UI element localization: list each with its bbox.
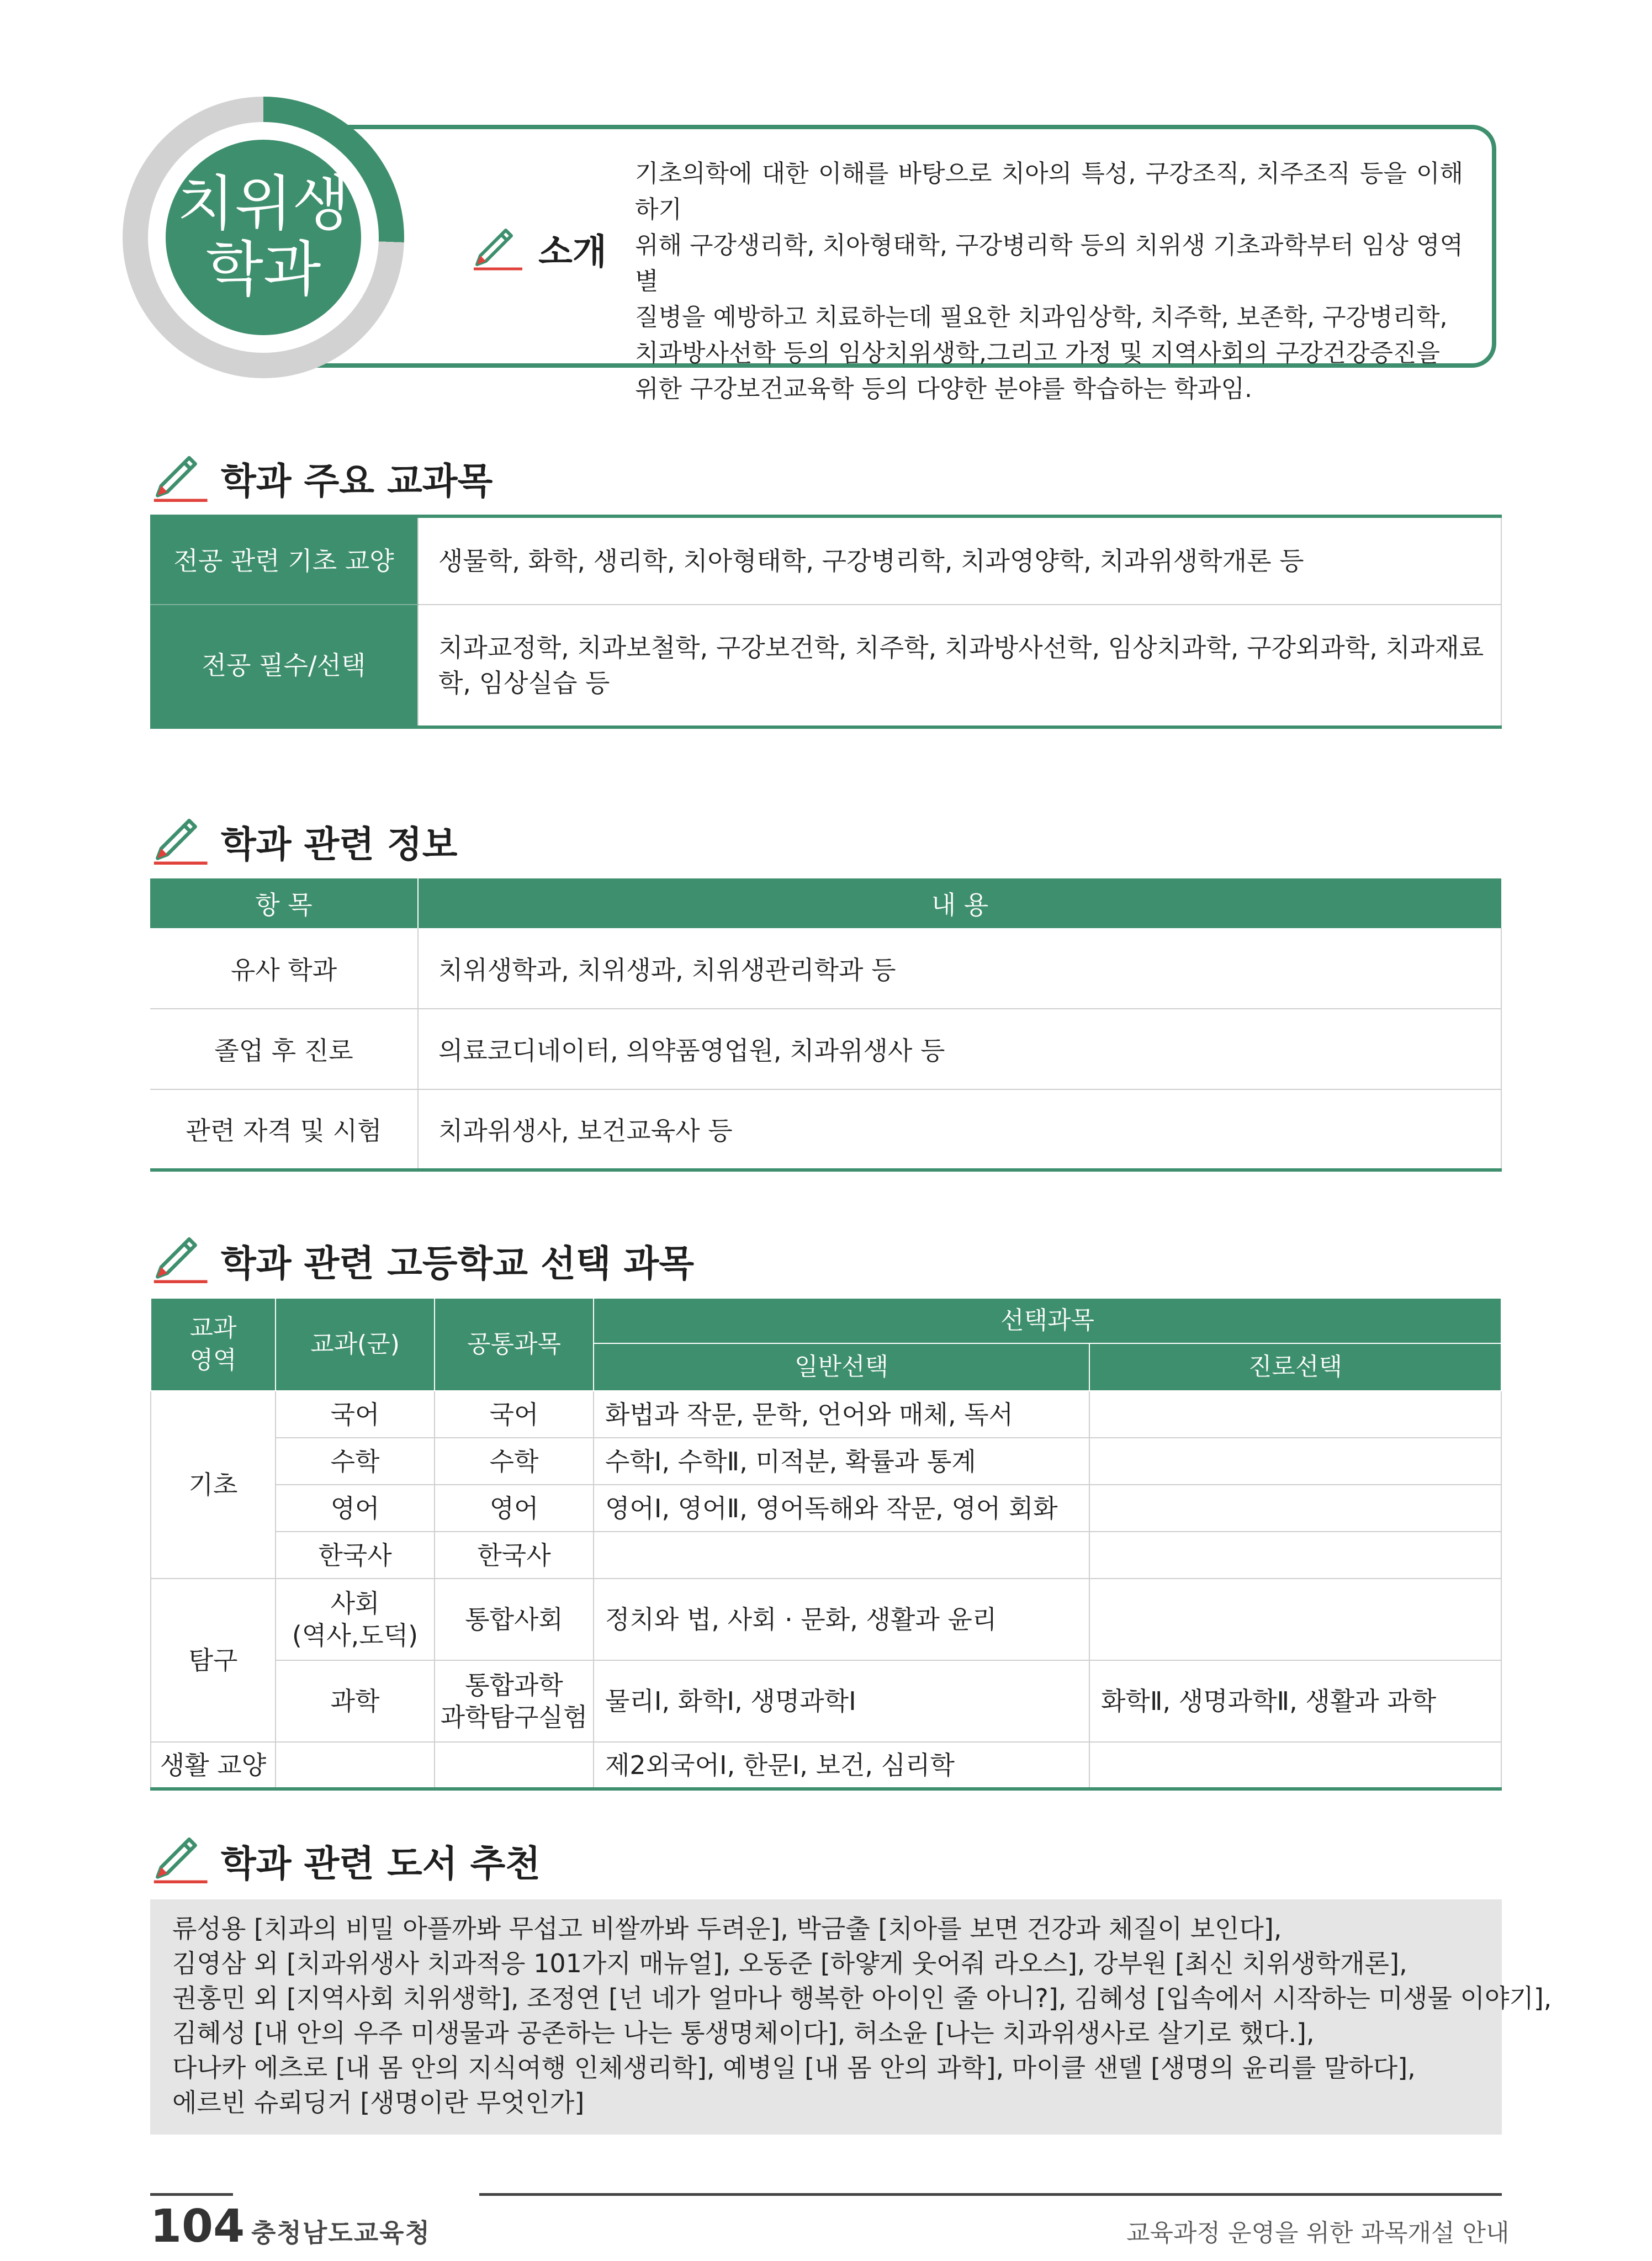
- table-cell-label: 관련 자격 및 시험: [150, 1089, 418, 1170]
- info-table: [150, 878, 1502, 1172]
- group-cell: 영어: [276, 1485, 435, 1532]
- general-cell: 수학Ⅰ, 수학Ⅱ, 미적분, 확률과 통계: [594, 1438, 1089, 1485]
- table-header-row: [150, 878, 1501, 928]
- department-title-line1: 치위생: [177, 170, 350, 239]
- career-cell: [1089, 1438, 1501, 1485]
- section-title-info: 학과 관련 정보: [221, 823, 458, 866]
- career-cell: [1089, 1742, 1501, 1789]
- table-row: [150, 1089, 1501, 1170]
- table-row: [151, 1485, 1501, 1532]
- pencil-icon: [149, 444, 210, 505]
- pencil-icon: [469, 218, 525, 273]
- book-line: 김혜성 [내 안의 우주 미생물과 공존하는 나는 통생명체이다], 허소윤 [나는 치과위생사로 살기로 했다.],: [172, 2018, 1315, 2048]
- table-cell-value: 의료코디네이터, 의약품영업원, 치과위생사 등: [418, 1009, 1501, 1089]
- table-row: [150, 928, 1501, 1009]
- general-cell: 화법과 작문, 문학, 언어와 매체, 독서: [594, 1391, 1089, 1438]
- common-cell: 통합사회: [435, 1579, 594, 1660]
- career-cell: [1089, 1579, 1501, 1660]
- common-cell: 한국사: [435, 1532, 594, 1579]
- footer-office: 충청남도교육청: [251, 2218, 431, 2248]
- table-row: [151, 1438, 1501, 1485]
- book-recommendations: [150, 1899, 1552, 2135]
- book-line: 김영삼 외 [치과위생사 치과적응 101가지 매뉴얼], 오동준 [하얗게 웃어줘 라오스], 강부원 [최신 치위생학개론],: [172, 1948, 1407, 1978]
- career-cell: [1089, 1532, 1501, 1579]
- intro-text: [635, 156, 1463, 407]
- pencil-icon: [149, 807, 210, 868]
- table-row: [150, 605, 1501, 727]
- book-line: 류성용 [치과의 비밀 아플까봐 무섭고 비쌀까봐 두려운], 박금출 [치아를 보면 건강과 체질이 보인다],: [172, 1914, 1282, 1944]
- book-line: 권홍민 외 [지역사회 치위생학], 조정연 [넌 네가 얼마나 행복한 아이인 줄 아니?], 김혜성 [입속에서 시작하는 미생물 이야기],: [172, 1983, 1552, 2013]
- table-header-row: [151, 1298, 1501, 1343]
- column-header-content: 내 용: [418, 878, 1501, 928]
- table-row: [151, 1391, 1501, 1438]
- footer-divider: [150, 2193, 233, 2196]
- table-cell-label: 전공 관련 기초 교양: [150, 516, 418, 605]
- table-row: [151, 1532, 1501, 1579]
- table-cell-value: 생물학, 화학, 생리학, 치아형태학, 구강병리학, 치과영양학, 치과위생학개론 등: [418, 516, 1501, 605]
- group-cell: [276, 1742, 435, 1789]
- table-row: [151, 1660, 1501, 1742]
- table-cell-label: 졸업 후 진로: [150, 1009, 418, 1089]
- area-cell-inquiry: 탐구: [151, 1579, 276, 1742]
- area-cell-basic: 기초: [151, 1391, 276, 1579]
- table-cell-value: 치과위생사, 보건교육사 등: [418, 1089, 1501, 1170]
- intro-line: 기초의학에 대한 이해를 바탕으로 치아의 특성, 구강조직, 치주조직 등을 이해하기: [635, 160, 1463, 224]
- group-cell: 수학: [276, 1438, 435, 1485]
- table-row: [150, 516, 1501, 605]
- column-header-elective: 선택과목: [594, 1298, 1501, 1343]
- courses-table: [150, 1298, 1502, 1791]
- table-cell-value: 치과교정학, 치과보철학, 구강보건학, 치주학, 치과방사선학, 임상치과학, 구강외과학, 치과재료학, 임상실습 등: [418, 605, 1501, 727]
- intro-line: 위한 구강보건교육학 등의 다양한 분야를 학습하는 학과임.: [635, 375, 1252, 403]
- intro-line: 위해 구강생리학, 치아형태학, 구강병리학 등의 치위생 기초과학부터 임상 영역별: [635, 231, 1463, 295]
- column-header-subject-group: 교과(군): [276, 1298, 435, 1391]
- general-cell: 물리Ⅰ, 화학Ⅰ, 생명과학Ⅰ: [594, 1660, 1089, 1742]
- department-title-badge: [166, 140, 361, 335]
- general-cell: 영어Ⅰ, 영어Ⅱ, 영어독해와 작문, 영어 회화: [594, 1485, 1089, 1532]
- group-cell: 사회 (역사,도덕): [276, 1579, 435, 1660]
- table-cell-label: 유사 학과: [150, 928, 418, 1009]
- column-header-career: 진로선택: [1089, 1343, 1501, 1391]
- footer-guide-title: 교육과정 운영을 위한 과목개설 안내: [1126, 2219, 1510, 2247]
- column-header-area: 교과 영역: [151, 1298, 276, 1391]
- column-header-common: 공통과목: [435, 1298, 594, 1391]
- section-title-courses: 학과 관련 고등학교 선택 과목: [221, 1242, 694, 1285]
- intro-label: 소개: [538, 232, 607, 273]
- table-row: [151, 1742, 1501, 1789]
- table-cell-label: 전공 필수/선택: [150, 605, 418, 727]
- book-line: 에르빈 슈뢰딩거 [생명이란 무엇인가]: [172, 2088, 585, 2117]
- subjects-table: [150, 515, 1502, 729]
- column-header-item: 항 목: [150, 878, 418, 928]
- general-cell: [594, 1532, 1089, 1579]
- career-cell: [1089, 1391, 1501, 1438]
- pencil-icon: [149, 1226, 210, 1286]
- common-cell: 영어: [435, 1485, 594, 1532]
- group-cell: 한국사: [276, 1532, 435, 1579]
- section-title-subjects: 학과 주요 교과목: [221, 460, 493, 502]
- general-cell: 정치와 법, 사회 · 문화, 생활과 윤리: [594, 1579, 1089, 1660]
- table-row: [150, 1009, 1501, 1089]
- column-header-general: 일반선택: [594, 1343, 1089, 1391]
- footer-divider: [479, 2193, 1502, 2196]
- department-title-line2: 학과: [205, 235, 321, 304]
- common-cell: [435, 1742, 594, 1789]
- page-number: 104: [150, 2200, 245, 2253]
- book-line: 다나카 에츠로 [내 몸 안의 지식여행 인체생리학], 예병일 [내 몸 안의 과학], 마이클 샌델 [생명의 윤리를 말하다],: [172, 2053, 1416, 2083]
- section-title-books: 학과 관련 도서 추천: [221, 1842, 541, 1885]
- area-cell-life: 생활 교양: [151, 1742, 276, 1789]
- career-cell: 화학Ⅱ, 생명과학Ⅱ, 생활과 과학: [1089, 1660, 1501, 1742]
- general-cell: 제2외국어Ⅰ, 한문Ⅰ, 보건, 심리학: [594, 1742, 1089, 1789]
- group-cell: 국어: [276, 1391, 435, 1438]
- common-cell: 통합과학 과학탐구실험: [435, 1660, 594, 1742]
- common-cell: 국어: [435, 1391, 594, 1438]
- common-cell: 수학: [435, 1438, 594, 1485]
- group-cell: 과학: [276, 1660, 435, 1742]
- pencil-icon: [149, 1826, 210, 1887]
- table-cell-value: 치위생학과, 치위생과, 치위생관리학과 등: [418, 928, 1501, 1009]
- career-cell: [1089, 1485, 1501, 1532]
- intro-line: 질병을 예방하고 치료하는데 필요한 치과임상학, 치주학, 보존학, 구강병리학,: [635, 303, 1448, 331]
- intro-line: 치과방사선학 등의 임상치위생학,그리고 가정 및 지역사회의 구강건강증진을: [635, 339, 1441, 367]
- table-row: [151, 1579, 1501, 1660]
